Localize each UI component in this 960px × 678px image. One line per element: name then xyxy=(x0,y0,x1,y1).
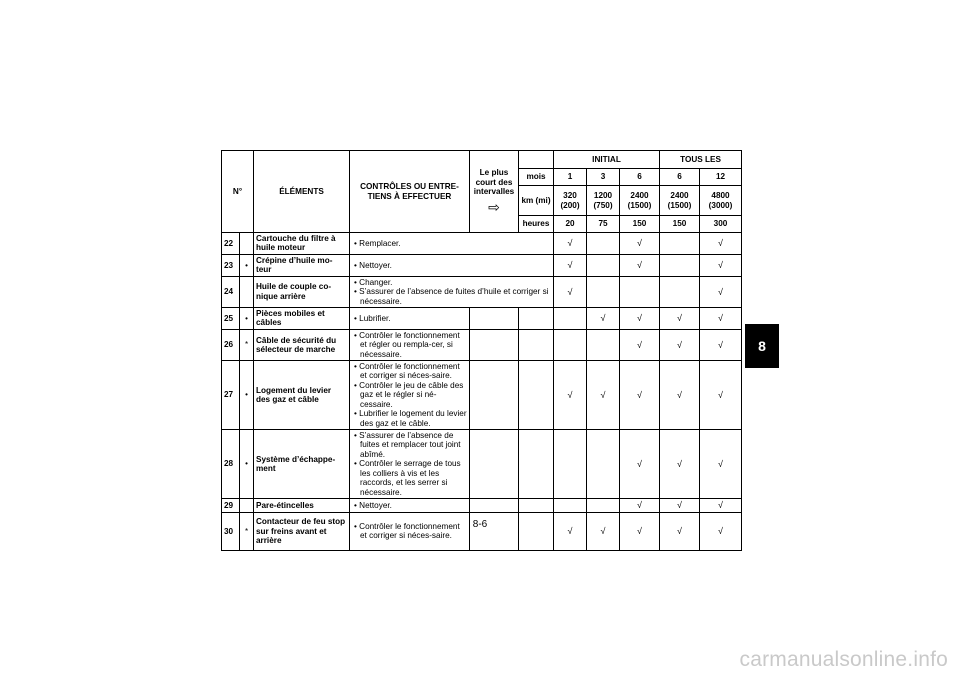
check-cell xyxy=(660,276,700,307)
control-item: • Lubrifier le logement du levier des gaz et le câble. xyxy=(352,409,467,428)
control-item: • Contrôler le jeu de câble des gaz et le régler si né-cessaire. xyxy=(352,381,467,409)
row-controls xyxy=(350,307,470,329)
control-item: • Contrôler le fonctionnement et corriger si néces-saire. xyxy=(352,522,467,541)
row-controls xyxy=(350,361,470,430)
check-cell: √ xyxy=(620,307,660,329)
row-marker xyxy=(240,276,254,307)
check-cell: √ xyxy=(700,361,742,430)
row-marker: • xyxy=(240,254,254,276)
row-controls xyxy=(350,329,470,360)
row-element: Système d’échappe-ment xyxy=(254,430,350,499)
check-cell: √ xyxy=(620,430,660,499)
row-controls xyxy=(350,233,554,255)
check-cell xyxy=(554,498,587,512)
check-cell: √ xyxy=(700,430,742,499)
check-cell: √ xyxy=(587,361,620,430)
unit-value: 1 xyxy=(554,169,587,186)
check-cell: √ xyxy=(620,361,660,430)
interval-cell xyxy=(470,498,519,512)
check-cell xyxy=(554,307,587,329)
check-cell xyxy=(587,276,620,307)
unit-label: mois xyxy=(519,169,554,186)
control-item: • Contrôler le serrage de tous les colliers à vis et les raccords, et les serrer si nécessaire. xyxy=(352,459,467,497)
check-cell: √ xyxy=(660,430,700,499)
check-cell: √ xyxy=(660,512,700,550)
row-controls xyxy=(350,254,554,276)
unit-value: 1200 (750) xyxy=(587,186,620,216)
header-initial: INITIAL xyxy=(554,151,660,169)
unit-value: 20 xyxy=(554,216,587,233)
check-cell: √ xyxy=(587,307,620,329)
check-cell: √ xyxy=(554,276,587,307)
control-item: • Lubrifier. xyxy=(352,314,467,323)
check-cell: √ xyxy=(620,233,660,255)
header-unit-blank xyxy=(519,151,554,169)
header-controls: CONTRÔLES OU ENTRE-TIENS À EFFECTUER xyxy=(350,151,470,233)
row-number: 27 xyxy=(222,361,240,430)
row-number: 30 xyxy=(222,512,240,550)
table-row xyxy=(222,276,742,307)
row-element: Cartouche du filtre à huile moteur xyxy=(254,233,350,255)
check-cell: √ xyxy=(587,512,620,550)
interval-cell xyxy=(470,430,519,499)
row-marker: • xyxy=(240,430,254,499)
unit-cell xyxy=(519,361,554,430)
table-row xyxy=(222,233,742,255)
row-controls xyxy=(350,498,470,512)
row-number: 26 xyxy=(222,329,240,360)
interval-cell xyxy=(470,329,519,360)
unit-cell xyxy=(519,498,554,512)
check-cell: √ xyxy=(554,254,587,276)
header-shortest-interval xyxy=(470,151,519,233)
row-marker: • xyxy=(240,361,254,430)
watermark: carmanualsonline.info xyxy=(739,648,948,671)
check-cell: √ xyxy=(700,498,742,512)
check-cell xyxy=(587,498,620,512)
chapter-tab: 8 xyxy=(745,324,779,368)
check-cell: √ xyxy=(660,361,700,430)
row-marker xyxy=(240,498,254,512)
table-row xyxy=(222,498,742,512)
row-controls xyxy=(350,430,470,499)
control-item: • S’assurer de l’absence de fuites et remplacer tout joint abîmé. xyxy=(352,431,467,459)
check-cell: √ xyxy=(700,329,742,360)
check-cell: √ xyxy=(620,329,660,360)
check-cell xyxy=(554,430,587,499)
row-marker: * xyxy=(240,329,254,360)
row-number: 22 xyxy=(222,233,240,255)
row-element: Contacteur de feu stop sur freins avant et arrière xyxy=(254,512,350,550)
check-cell: √ xyxy=(700,233,742,255)
row-number: 28 xyxy=(222,430,240,499)
unit-value: 2400 (1500) xyxy=(660,186,700,216)
control-item: • Remplacer. xyxy=(352,239,551,248)
check-cell: √ xyxy=(620,254,660,276)
check-cell: √ xyxy=(700,307,742,329)
unit-label: heures xyxy=(519,216,554,233)
check-cell: √ xyxy=(660,329,700,360)
unit-value: 12 xyxy=(700,169,742,186)
interval-cell xyxy=(470,307,519,329)
row-controls xyxy=(350,276,554,307)
check-cell: √ xyxy=(660,498,700,512)
control-item: • Nettoyer. xyxy=(352,501,467,510)
row-element: Logement du levier des gaz et câble xyxy=(254,361,350,430)
row-marker xyxy=(240,233,254,255)
unit-cell xyxy=(519,307,554,329)
unit-value: 320 (200) xyxy=(554,186,587,216)
unit-cell xyxy=(519,430,554,499)
control-item: • Contrôler le fonctionnement et corriger si néces-saire. xyxy=(352,362,467,381)
table-row xyxy=(222,254,742,276)
row-element: Pare-étincelles xyxy=(254,498,350,512)
check-cell xyxy=(587,329,620,360)
header-shortest-label: Le plus court des intervalles xyxy=(473,168,515,197)
arrow-right-icon: ⇨ xyxy=(488,198,500,215)
row-number: 24 xyxy=(222,276,240,307)
header-elements: ÉLÉMENTS xyxy=(254,151,350,233)
check-cell xyxy=(660,233,700,255)
control-item: • Changer. xyxy=(352,278,551,287)
row-marker: * xyxy=(240,512,254,550)
unit-value: 75 xyxy=(587,216,620,233)
header-no: N° xyxy=(222,151,254,233)
row-number: 23 xyxy=(222,254,240,276)
row-element: Huile de couple co-nique arrière xyxy=(254,276,350,307)
row-element: Pièces mobiles et câbles xyxy=(254,307,350,329)
table-row xyxy=(222,307,742,329)
check-cell: √ xyxy=(620,498,660,512)
unit-cell xyxy=(519,329,554,360)
unit-value: 300 xyxy=(700,216,742,233)
row-element: Crépine d’huile mo-teur xyxy=(254,254,350,276)
unit-value: 2400 (1500) xyxy=(620,186,660,216)
table-row xyxy=(222,329,742,360)
row-element: Câble de sécurité du sélecteur de marche xyxy=(254,329,350,360)
check-cell xyxy=(554,329,587,360)
unit-value: 150 xyxy=(620,216,660,233)
row-number: 29 xyxy=(222,498,240,512)
check-cell: √ xyxy=(620,512,660,550)
control-item: • Contrôler le fonctionnement et régler ou rempla-cer, si nécessaire. xyxy=(352,331,467,359)
header-tous-les: TOUS LES xyxy=(660,151,742,169)
unit-value: 150 xyxy=(660,216,700,233)
check-cell xyxy=(587,430,620,499)
unit-value: 6 xyxy=(660,169,700,186)
maintenance-table xyxy=(221,150,742,551)
interval-cell xyxy=(470,361,519,430)
unit-value: 4800 (3000) xyxy=(700,186,742,216)
row-number: 25 xyxy=(222,307,240,329)
control-item: • Nettoyer. xyxy=(352,261,551,270)
check-cell xyxy=(587,233,620,255)
check-cell xyxy=(620,276,660,307)
check-cell xyxy=(587,254,620,276)
check-cell: √ xyxy=(700,254,742,276)
check-cell: √ xyxy=(554,361,587,430)
unit-value: 3 xyxy=(587,169,620,186)
unit-label: km (mi) xyxy=(519,186,554,216)
unit-value: 6 xyxy=(620,169,660,186)
check-cell: √ xyxy=(554,512,587,550)
page-number: 8-6 xyxy=(472,519,488,530)
table-row xyxy=(222,430,742,499)
check-cell: √ xyxy=(554,233,587,255)
check-cell: √ xyxy=(700,276,742,307)
check-cell xyxy=(660,254,700,276)
table-row xyxy=(222,361,742,430)
check-cell: √ xyxy=(660,307,700,329)
check-cell: √ xyxy=(700,512,742,550)
control-item: • S’assurer de l’absence de fuites d’huile et corriger si nécessaire. xyxy=(352,287,551,306)
row-marker: • xyxy=(240,307,254,329)
